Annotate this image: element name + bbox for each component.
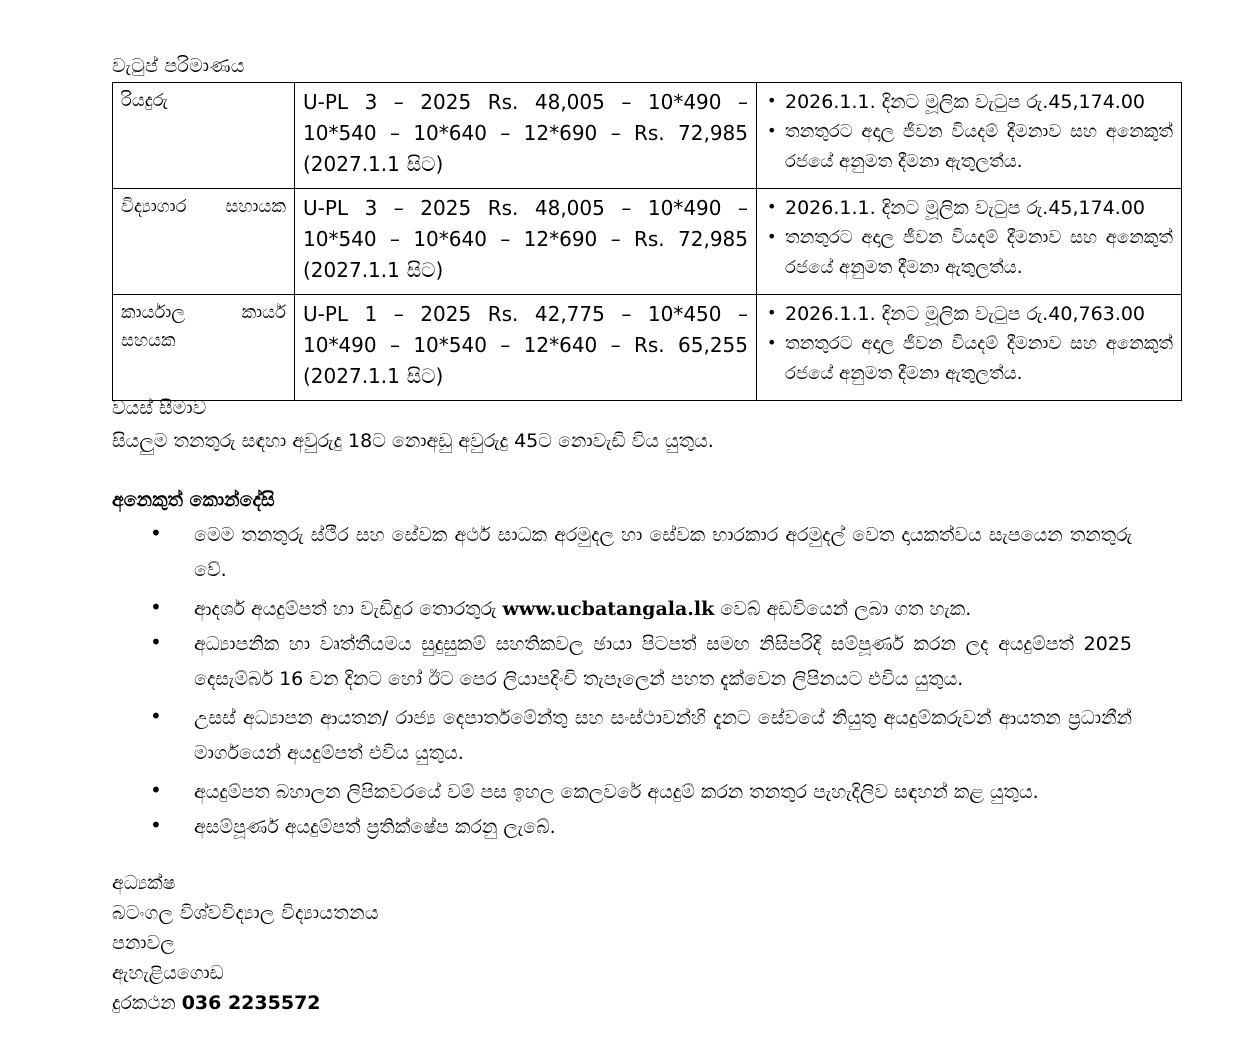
post-name: විද්‍යාගාර සහායක bbox=[121, 196, 286, 217]
condition-item-application-form bbox=[112, 592, 1132, 627]
table-cell-notes bbox=[757, 189, 1182, 295]
signatory-title: අධ්‍යක්ෂ bbox=[112, 872, 176, 894]
table-cell-salary-scale bbox=[295, 83, 757, 189]
post-name: කාර්යාල කාර්ය සහයක bbox=[121, 302, 286, 351]
condition-item-through-head: • උසස් අධ්‍යාපන ආයතන/ රාජ්‍ය දෙපාර්තමේන්තු සහ සංස්ථාවන්හි දැනට සේවයේ නියුතු අයදුම්කරුවන් ආයතන ප්‍රධානීන් මාර්ගයෙන් අයදුම්පත් එවිය යුතුය. bbox=[112, 701, 1132, 771]
other-conditions-list bbox=[112, 518, 1132, 845]
note-basic-salary: • 2026.1.1. දිනට මූලික වැටුප රු.45,174.00 bbox=[765, 87, 1173, 117]
table-cell-notes bbox=[757, 295, 1182, 401]
age-limit-text: සියලුම තනතුරු සඳහා අවුරුදු 18ට නොඅඩු අවුරුදු 45ට නොවැඩි විය යුතුය. bbox=[112, 430, 714, 452]
condition-text-prefix: ආදර්ශ අයදුම්පත් හා වැඩිදුර තොරතුරු bbox=[194, 598, 503, 620]
note-basic-salary: • 2026.1.1. දිනට මූලික වැටුප රු.45,174.00 bbox=[765, 193, 1173, 223]
notes-list bbox=[765, 193, 1173, 283]
table-cell-salary-scale bbox=[295, 189, 757, 295]
salary-scale-table bbox=[112, 82, 1182, 401]
address-line-2: ඇහැළියගොඩ bbox=[112, 962, 224, 984]
phone-line bbox=[112, 988, 379, 1018]
condition-text-suffix: වෙබ් අඩවියෙන් ලබා ගත හැක. bbox=[714, 598, 972, 620]
website-link[interactable]: www.ucbatangala.lk bbox=[502, 598, 715, 620]
table-cell-post bbox=[113, 189, 295, 295]
salary-scale-heading: වැටුප් පරිමාණය bbox=[112, 55, 245, 77]
notes-list bbox=[765, 87, 1173, 177]
condition-item-permanent-post: • මෙම තනතුරු ස්ථීර සහ සේවක අර්ථ සාධක අරමුදල හා සේවක භාරකාර අරමුදල් වෙත දායකත්වය සැපයෙන තනතුරු වේ. bbox=[112, 518, 1132, 588]
table-row bbox=[113, 189, 1182, 295]
table-cell-post bbox=[113, 295, 295, 401]
age-limit-heading: වයස් සීමාව bbox=[112, 397, 207, 419]
table-row bbox=[113, 83, 1182, 189]
other-conditions-heading: අනෙකුත් කොන්දේසි bbox=[112, 489, 275, 511]
post-name: රියදුරු bbox=[121, 90, 168, 111]
signature-block bbox=[112, 868, 379, 1018]
table-cell-notes bbox=[757, 83, 1182, 189]
address-line-1: පනාවල bbox=[112, 932, 175, 954]
condition-item-incomplete-rejected: • අසම්පූර්ණ අයදුම්පත් ප්‍රතික්ෂේප කරනු ලැබේ. bbox=[112, 810, 1132, 845]
notes-list bbox=[765, 299, 1173, 389]
salary-scale-text: U-PL 3 – 2025 Rs. 48,005 – 10*490 – 10*540 – 10*640 – 12*690 – Rs. 72,985 (2027.1.1 සිට) bbox=[303, 196, 748, 282]
condition-item-deadline: • අධ්‍යාපනික හා වෘත්තීයමය සුදුසුකම් සහතිකවල ඡායා පිටපත් සමඟ නිසිපරිදි සම්පූර්ණ කරන ලද අයදුම්පත් 2025 දෙසැම්බර් 16 වන දිනට හෝ ඊට පෙර ලියාපදිංචි තැපෑලෙන් පහත දැක්වෙන ලිපිනයට එවිය යුතුය. bbox=[112, 627, 1132, 697]
note-allowances: • තනතුරට අදාල ජීවන වියදම් දීමනාව සහ අනෙකුත් රජයේ අනුමත දීමනා ඇතුලත්ය. bbox=[765, 223, 1173, 283]
salary-scale-text: U-PL 3 – 2025 Rs. 48,005 – 10*490 – 10*540 – 10*640 – 12*690 – Rs. 72,985 (2027.1.1 සිට) bbox=[303, 90, 748, 176]
note-allowances: • තනතුරට අදාල ජීවන වියදම් දීමනාව සහ අනෙකුත් රජයේ අනුමත දීමනා ඇතුලත්ය. bbox=[765, 329, 1173, 389]
table-cell-post bbox=[113, 83, 295, 189]
table-cell-salary-scale bbox=[295, 295, 757, 401]
phone-number: 036 2235572 bbox=[181, 992, 321, 1014]
note-basic-salary: • 2026.1.1. දිනට මූලික වැටුප රු.40,763.00 bbox=[765, 299, 1173, 329]
note-allowances: • තනතුරට අදාල ජීවන වියදම් දීමනාව සහ අනෙකුත් රජයේ අනුමත දීමනා ඇතුලත්ය. bbox=[765, 117, 1173, 177]
table-row bbox=[113, 295, 1182, 401]
condition-item-envelope-marking: • අයදුම්පත බහාලන ලිපිකවරයේ වම් පස ඉහල කෙලවරේ අයදුම් කරන තනතුර පැහැදිලිව සඳහන් කළ යුතුය. bbox=[112, 775, 1132, 810]
salary-scale-text: U-PL 1 – 2025 Rs. 42,775 – 10*450 – 10*490 – 10*540 – 12*640 – Rs. 65,255 (2027.1.1 සිට) bbox=[303, 302, 748, 388]
institute-name: බටංගල විශ්වවිද්‍යාල විද්‍යායතනය bbox=[112, 902, 379, 924]
phone-label: දුරකථන bbox=[112, 992, 176, 1014]
